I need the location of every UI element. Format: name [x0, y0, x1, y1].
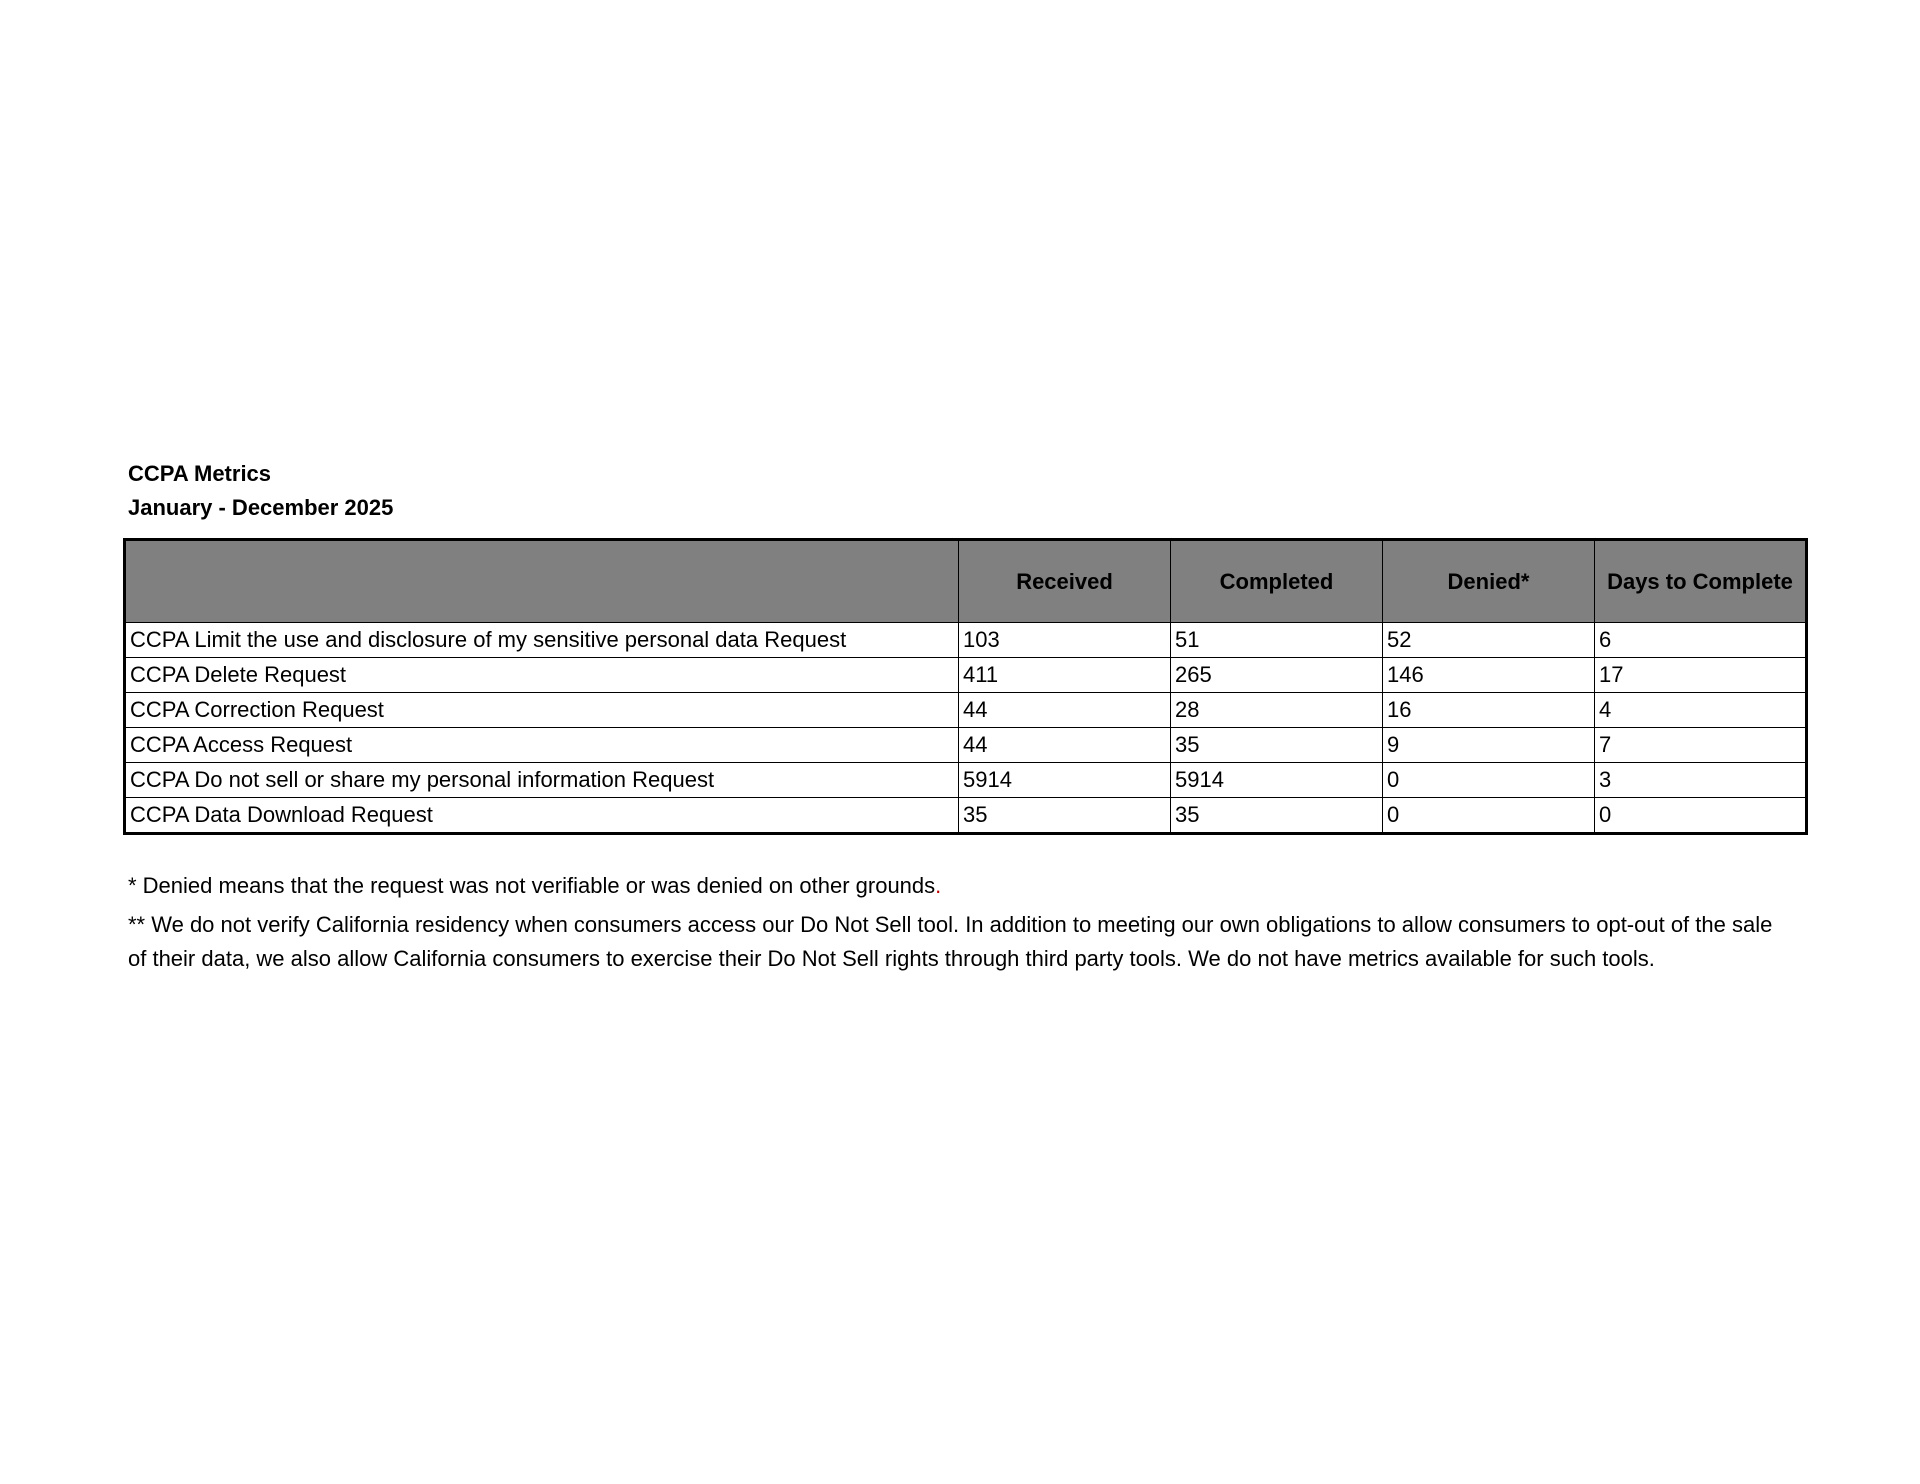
received-cell: 35: [959, 798, 1171, 834]
request-type-cell: CCPA Delete Request: [125, 658, 959, 693]
reporting-period: January - December 2025: [128, 495, 394, 520]
denied-cell: 9: [1383, 728, 1595, 763]
request-type-cell: CCPA Do not sell or share my personal information Request: [125, 763, 959, 798]
completed-cell: 5914: [1171, 763, 1383, 798]
denied-cell: 0: [1383, 798, 1595, 834]
days-cell: 17: [1595, 658, 1807, 693]
table-row: [125, 728, 1807, 763]
header-days-to-complete: Days to Complete: [1595, 540, 1807, 623]
table-row: [125, 798, 1807, 834]
table-row: [125, 658, 1807, 693]
completed-cell: 28: [1171, 693, 1383, 728]
denied-cell: 0: [1383, 763, 1595, 798]
header-completed: Completed: [1171, 540, 1383, 623]
received-cell: 5914: [959, 763, 1171, 798]
received-cell: 411: [959, 658, 1171, 693]
completed-cell: 35: [1171, 798, 1383, 834]
table-row: [125, 693, 1807, 728]
request-type-cell: CCPA Correction Request: [125, 693, 959, 728]
days-cell: 0: [1595, 798, 1807, 834]
denied-footnote: [128, 869, 1788, 903]
table-header-row: [125, 540, 1807, 623]
received-cell: 103: [959, 623, 1171, 658]
completed-cell: 51: [1171, 623, 1383, 658]
table-row: [125, 623, 1807, 658]
days-cell: 4: [1595, 693, 1807, 728]
request-type-cell: CCPA Data Download Request: [125, 798, 959, 834]
days-cell: 6: [1595, 623, 1807, 658]
received-cell: 44: [959, 693, 1171, 728]
header-received: Received: [959, 540, 1171, 623]
received-cell: 44: [959, 728, 1171, 763]
denied-footnote-text: * Denied means that the request was not verifiable or was denied on other grounds: [128, 873, 936, 898]
footnotes: [128, 869, 1788, 981]
completed-cell: 265: [1171, 658, 1383, 693]
do-not-sell-footnote: ** We do not verify California residency when consumers access our Do Not Sell tool. In addition to meeting our own obligations to allow consumers to opt-out of the sale of their data, we also allow California consumers to exercise their Do Not Sell rights through third party tools. We do not have metrics available for such tools.: [128, 912, 1773, 971]
denied-cell: 146: [1383, 658, 1595, 693]
metrics-table: [123, 538, 1808, 835]
request-type-cell: CCPA Access Request: [125, 728, 959, 763]
denied-cell: 16: [1383, 693, 1595, 728]
denied-footnote-period: .: [935, 873, 942, 898]
completed-cell: 35: [1171, 728, 1383, 763]
table-row: [125, 763, 1807, 798]
days-cell: 3: [1595, 763, 1807, 798]
request-type-cell: CCPA Limit the use and disclosure of my sensitive personal data Request: [125, 623, 959, 658]
document-title: CCPA Metrics: [128, 461, 272, 486]
denied-cell: 52: [1383, 623, 1595, 658]
days-cell: 7: [1595, 728, 1807, 763]
header-blank-cell: [125, 540, 959, 623]
header-denied: Denied*: [1383, 540, 1595, 623]
